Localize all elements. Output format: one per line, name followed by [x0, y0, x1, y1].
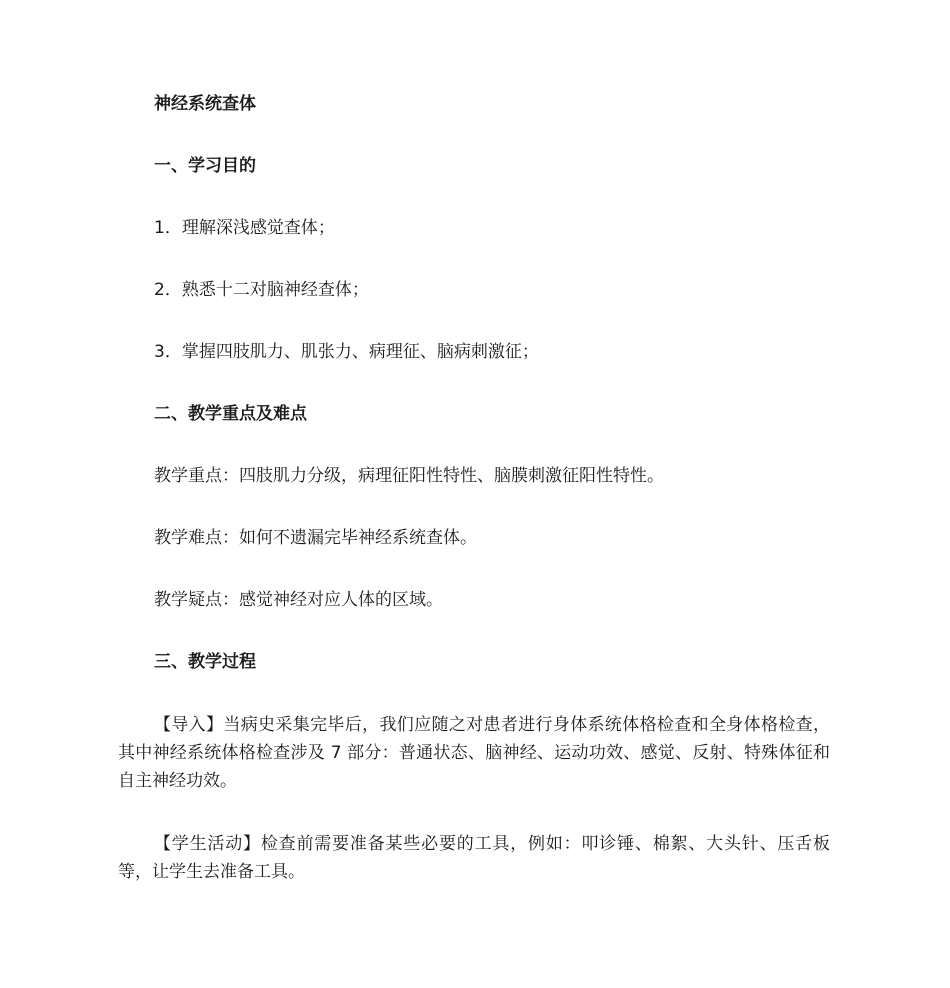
list-item: 1．理解深浅感觉查体； [154, 218, 335, 238]
list-item: 2．熟悉十二对脑神经查体； [154, 280, 369, 300]
section-heading-teaching-process: 三、教学过程 [154, 652, 256, 672]
teaching-focus: 教学重点：四肢肌力分级，病理征阳性特性、脑膜刺激征阳性特性。 [154, 466, 664, 486]
teaching-question: 教学疑点：感觉神经对应人体的区域。 [154, 590, 443, 610]
student-activity-paragraph: 【学生活动】检查前需要准备某些必要的工具，例如：叩诊锤、棉絮、大头针、压舌板等，让学生去准备工具。 [118, 834, 830, 882]
teaching-difficulty: 教学难点：如何不遗漏完毕神经系统查体。 [154, 528, 477, 548]
section-heading-learning-goals: 一、学习目的 [154, 156, 256, 176]
list-item: 3．掌握四肢肌力、肌张力、病理征、脑病刺激征； [154, 342, 539, 362]
document-title: 神经系统查体 [154, 94, 256, 114]
intro-paragraph: 【导入】当病史采集完毕后，我们应随之对患者进行身体系统体格检查和全身体格检查，其中神经系统体格检查涉及 7 部分：普通状态、脑神经、运动功效、感觉、反射、特殊体征和自主神经功效。 [118, 715, 830, 791]
section-heading-key-points: 二、教学重点及难点 [154, 404, 307, 424]
